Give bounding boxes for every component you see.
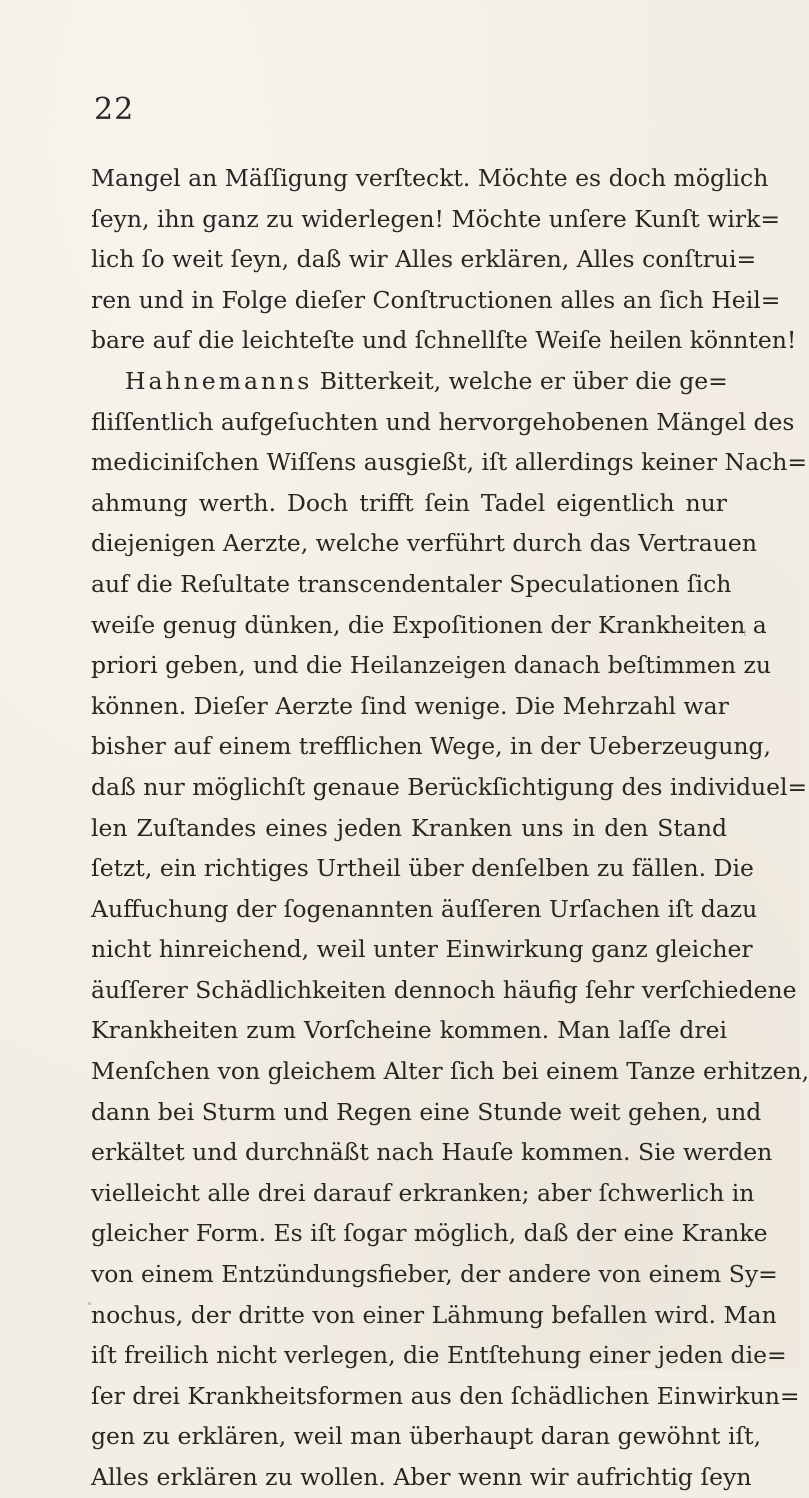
text-line: iſt freilich nicht verlegen, die Entſtehung einer jeden die= — [91, 1341, 787, 1370]
text-line: nicht hinreichend, weil unter Einwirkung ganz gleicher — [91, 935, 753, 964]
text-line: Alles erklären zu wollen. Aber wenn wir aufrichtig ſeyn — [91, 1463, 752, 1491]
page-number: 22 — [94, 92, 135, 127]
text-line: gen zu erklären, weil man überhaupt daran gewöhnt iſt, — [91, 1422, 762, 1451]
text-line: diejenigen Aerzte, welche verführt durch das Vertrauen — [91, 529, 757, 558]
text-line: ſetzt, ein richtiges Urtheil über denſelben zu fällen. Die — [91, 854, 754, 883]
text-line: lich ſo weit ſeyn, daß wir Alles erklären, Alles conſtrui= — [91, 245, 757, 274]
text-line: Hahnemanns Bitterkeit, welche er über die ge= — [125, 366, 728, 395]
text-line: weiſe genug dünken, die Expoſitionen der Krankheiten a — [91, 610, 767, 639]
text-line: von einem Entzündungsfieber, der andere von einem Sy= — [91, 1260, 778, 1289]
text-line: Auffuchung der ſogenannten äuſſeren Urſachen iſt dazu — [91, 894, 758, 923]
scan-speck — [88, 1302, 91, 1305]
text-line: dann bei Sturm und Regen eine Stunde weit gehen, und — [91, 1097, 762, 1126]
text-line: ren und in Folge dieſer Conſtructionen alles an ſich Heil= — [91, 285, 781, 314]
text-line: können. Dieſer Aerzte ſind wenige. Die Mehrzahl war — [91, 691, 729, 720]
text-line: priori geben, und die Heilanzeigen danach beſtimmen zu — [91, 651, 771, 680]
text-line: mediciniſchen Wiſſens ausgießt, iſt allerdings keiner Nach= — [91, 448, 808, 477]
text-line: bare auf die leichteſte und ſchnellſte Weiſe heilen könnten! — [91, 326, 797, 355]
text-line: auf die Reſultate transcendentaler Speculationen ſich — [91, 569, 732, 598]
text-line: nochus, der dritte von einer Lähmung befallen wird. Man — [91, 1300, 777, 1329]
text-line: ſer drei Krankheitsformen aus den ſchädlichen Einwirkun= — [91, 1381, 800, 1410]
text-line: len Zuſtandes eines jeden Kranken uns in den Stand — [91, 813, 727, 842]
text-line: Mangel an Mäſſigung verſteckt. Möchte es doch möglich — [91, 164, 769, 192]
body-text — [91, 158, 809, 1498]
text-line: ahmung werth. Doch trifft ſein Tadel eigentlich nur — [91, 488, 727, 517]
text-line: äuſſerer Schädlichkeiten dennoch häufig ſehr verſchiedene — [91, 975, 797, 1004]
emphasized-name: Hahnemanns — [125, 366, 313, 395]
text-line: fliſſentlich aufgeſuchten und hervorgehobenen Mängel des — [91, 407, 795, 436]
text-line: Menſchen von gleichem Alter ſich bei einem Tanze erhitzen, — [91, 1057, 809, 1086]
text-line: ſeyn, ihn ganz zu widerlegen! Möchte unſere Kunſt wirk= — [91, 204, 781, 233]
text-line: Krankheiten zum Vorſcheine kommen. Man laſſe drei — [91, 1016, 727, 1045]
text-line: daß nur möglichſt genaue Berückſichtigung des individuel= — [91, 772, 808, 801]
text-line: bisher auf einem trefflichen Wege, in der Ueberzeugung, — [91, 732, 771, 761]
scan-speck — [744, 630, 746, 636]
text-line: gleicher Form. Es iſt ſogar möglich, daß der eine Kranke — [91, 1219, 768, 1248]
text-line: vielleicht alle drei darauf erkranken; aber ſchwerlich in — [91, 1178, 755, 1207]
text-line: erkältet und durchnäßt nach Hauſe kommen. Sie werden — [91, 1138, 773, 1167]
